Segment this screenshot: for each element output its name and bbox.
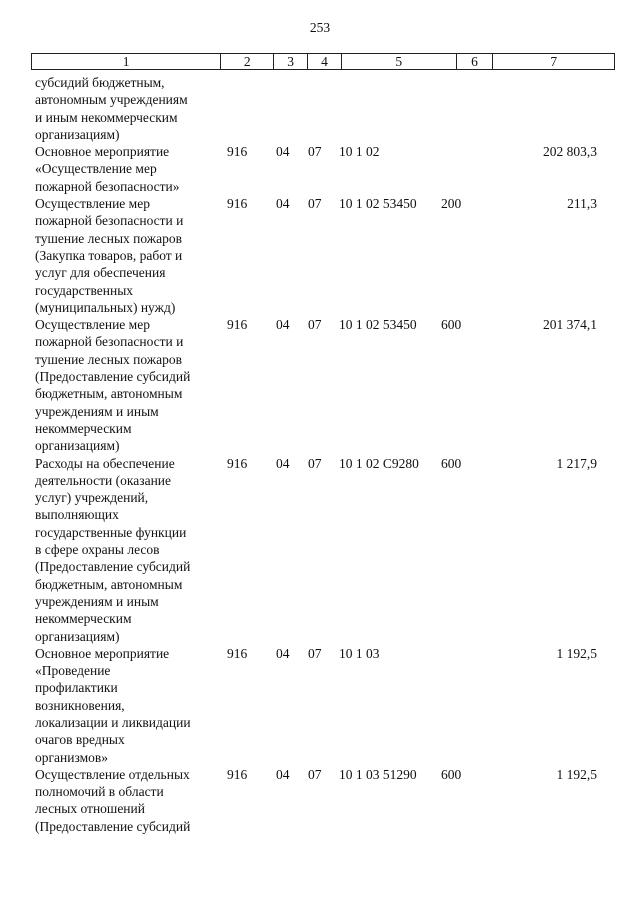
row-subsection: 07 xyxy=(308,317,322,333)
row-admin-code xyxy=(223,74,260,143)
row-expense-type: 600 xyxy=(441,455,462,471)
row-section: 04 xyxy=(276,144,290,160)
row-subsection: 07 xyxy=(308,455,322,471)
row-target-article: 10 1 02 С9280 xyxy=(339,455,419,471)
header-col-2: 2 xyxy=(221,54,274,69)
row-expense-type: 600 xyxy=(441,317,462,333)
row-name: Основное мероприятие «Проведение профилактики возникновения, локализации и ликвидации очагов вредных организмов» xyxy=(35,645,191,765)
row-subsection xyxy=(293,74,326,143)
row-admin-code: 916 xyxy=(227,766,248,782)
row-name: Осуществление отдельных полномочий в области лесных отношений (Предоставление субсидий xyxy=(35,766,191,834)
table-header xyxy=(31,53,615,70)
row-target-article xyxy=(326,74,441,143)
row-expense-type: 200 xyxy=(441,196,462,212)
header-col-3: 3 xyxy=(274,54,308,69)
table-row xyxy=(31,316,615,454)
row-section: 04 xyxy=(276,766,290,782)
row-subsection: 07 xyxy=(308,196,322,212)
row-amount: 201 374,1 xyxy=(543,317,597,333)
row-name: Основное мероприятие «Осуществление мер пожарной безопасности» xyxy=(35,144,180,194)
row-target-article: 10 1 02 53450 xyxy=(339,317,417,333)
table-row xyxy=(31,455,615,645)
row-expense-type xyxy=(441,74,478,143)
header-col-5: 5 xyxy=(342,54,457,69)
row-amount: 202 803,3 xyxy=(543,144,597,160)
table-row xyxy=(31,645,615,766)
row-admin-code: 916 xyxy=(227,317,248,333)
row-admin-code: 916 xyxy=(227,144,248,160)
row-amount: 1 217,9 xyxy=(556,455,597,471)
row-subsection: 07 xyxy=(308,766,322,782)
header-col-6: 6 xyxy=(457,54,494,69)
table-row xyxy=(31,195,615,316)
row-section: 04 xyxy=(276,317,290,333)
row-target-article: 10 1 03 51290 xyxy=(339,766,417,782)
row-section: 04 xyxy=(276,196,290,212)
row-section: 04 xyxy=(276,645,290,661)
row-name: Расходы на обеспечение деятельности (оказание услуг) учреждений, выполняющих государственные функции в сфере охраны лесов (Предоставление субсидий бюджетным, автономным учреждениям и иным некоммерческим организациям) xyxy=(35,455,191,644)
row-subsection: 07 xyxy=(308,645,322,661)
row-target-article: 10 1 02 xyxy=(339,144,380,160)
row-amount: 1 192,5 xyxy=(556,766,597,782)
row-admin-code: 916 xyxy=(227,455,248,471)
row-name: Осуществление мер пожарной безопасности и тушение лесных пожаров (Предоставление субсидий бюджетным, автономным учреждениям и иным некоммерческим организациям) xyxy=(35,317,191,454)
row-expense-type: 600 xyxy=(441,766,462,782)
row-amount xyxy=(478,74,599,143)
table-row xyxy=(31,766,615,835)
row-name: Осуществление мер пожарной безопасности и тушение лесных пожаров (Закупка товаров, работ и услуг для обеспечения государственных (муниципальных) нужд) xyxy=(35,196,184,315)
header-col-4: 4 xyxy=(308,54,342,69)
header-col-1: 1 xyxy=(32,54,221,69)
row-amount: 211,3 xyxy=(567,196,597,212)
row-admin-code: 916 xyxy=(227,196,248,212)
row-amount: 1 192,5 xyxy=(556,645,597,661)
table-row xyxy=(31,74,615,143)
row-section: 04 xyxy=(276,455,290,471)
row-expense-type xyxy=(441,645,478,766)
header-col-7: 7 xyxy=(550,54,558,69)
row-section xyxy=(260,74,293,143)
row-expense-type xyxy=(441,143,478,195)
row-target-article: 10 1 03 xyxy=(339,645,380,661)
table-row xyxy=(31,143,615,195)
row-target-article: 10 1 02 53450 xyxy=(339,196,417,212)
row-subsection: 07 xyxy=(308,144,322,160)
row-admin-code: 916 xyxy=(227,645,248,661)
page-number: 253 xyxy=(309,20,331,35)
table-body xyxy=(31,74,615,835)
row-name: субсидий бюджетным, автономным учреждениям и иным некоммерческим организациям) xyxy=(35,75,188,142)
